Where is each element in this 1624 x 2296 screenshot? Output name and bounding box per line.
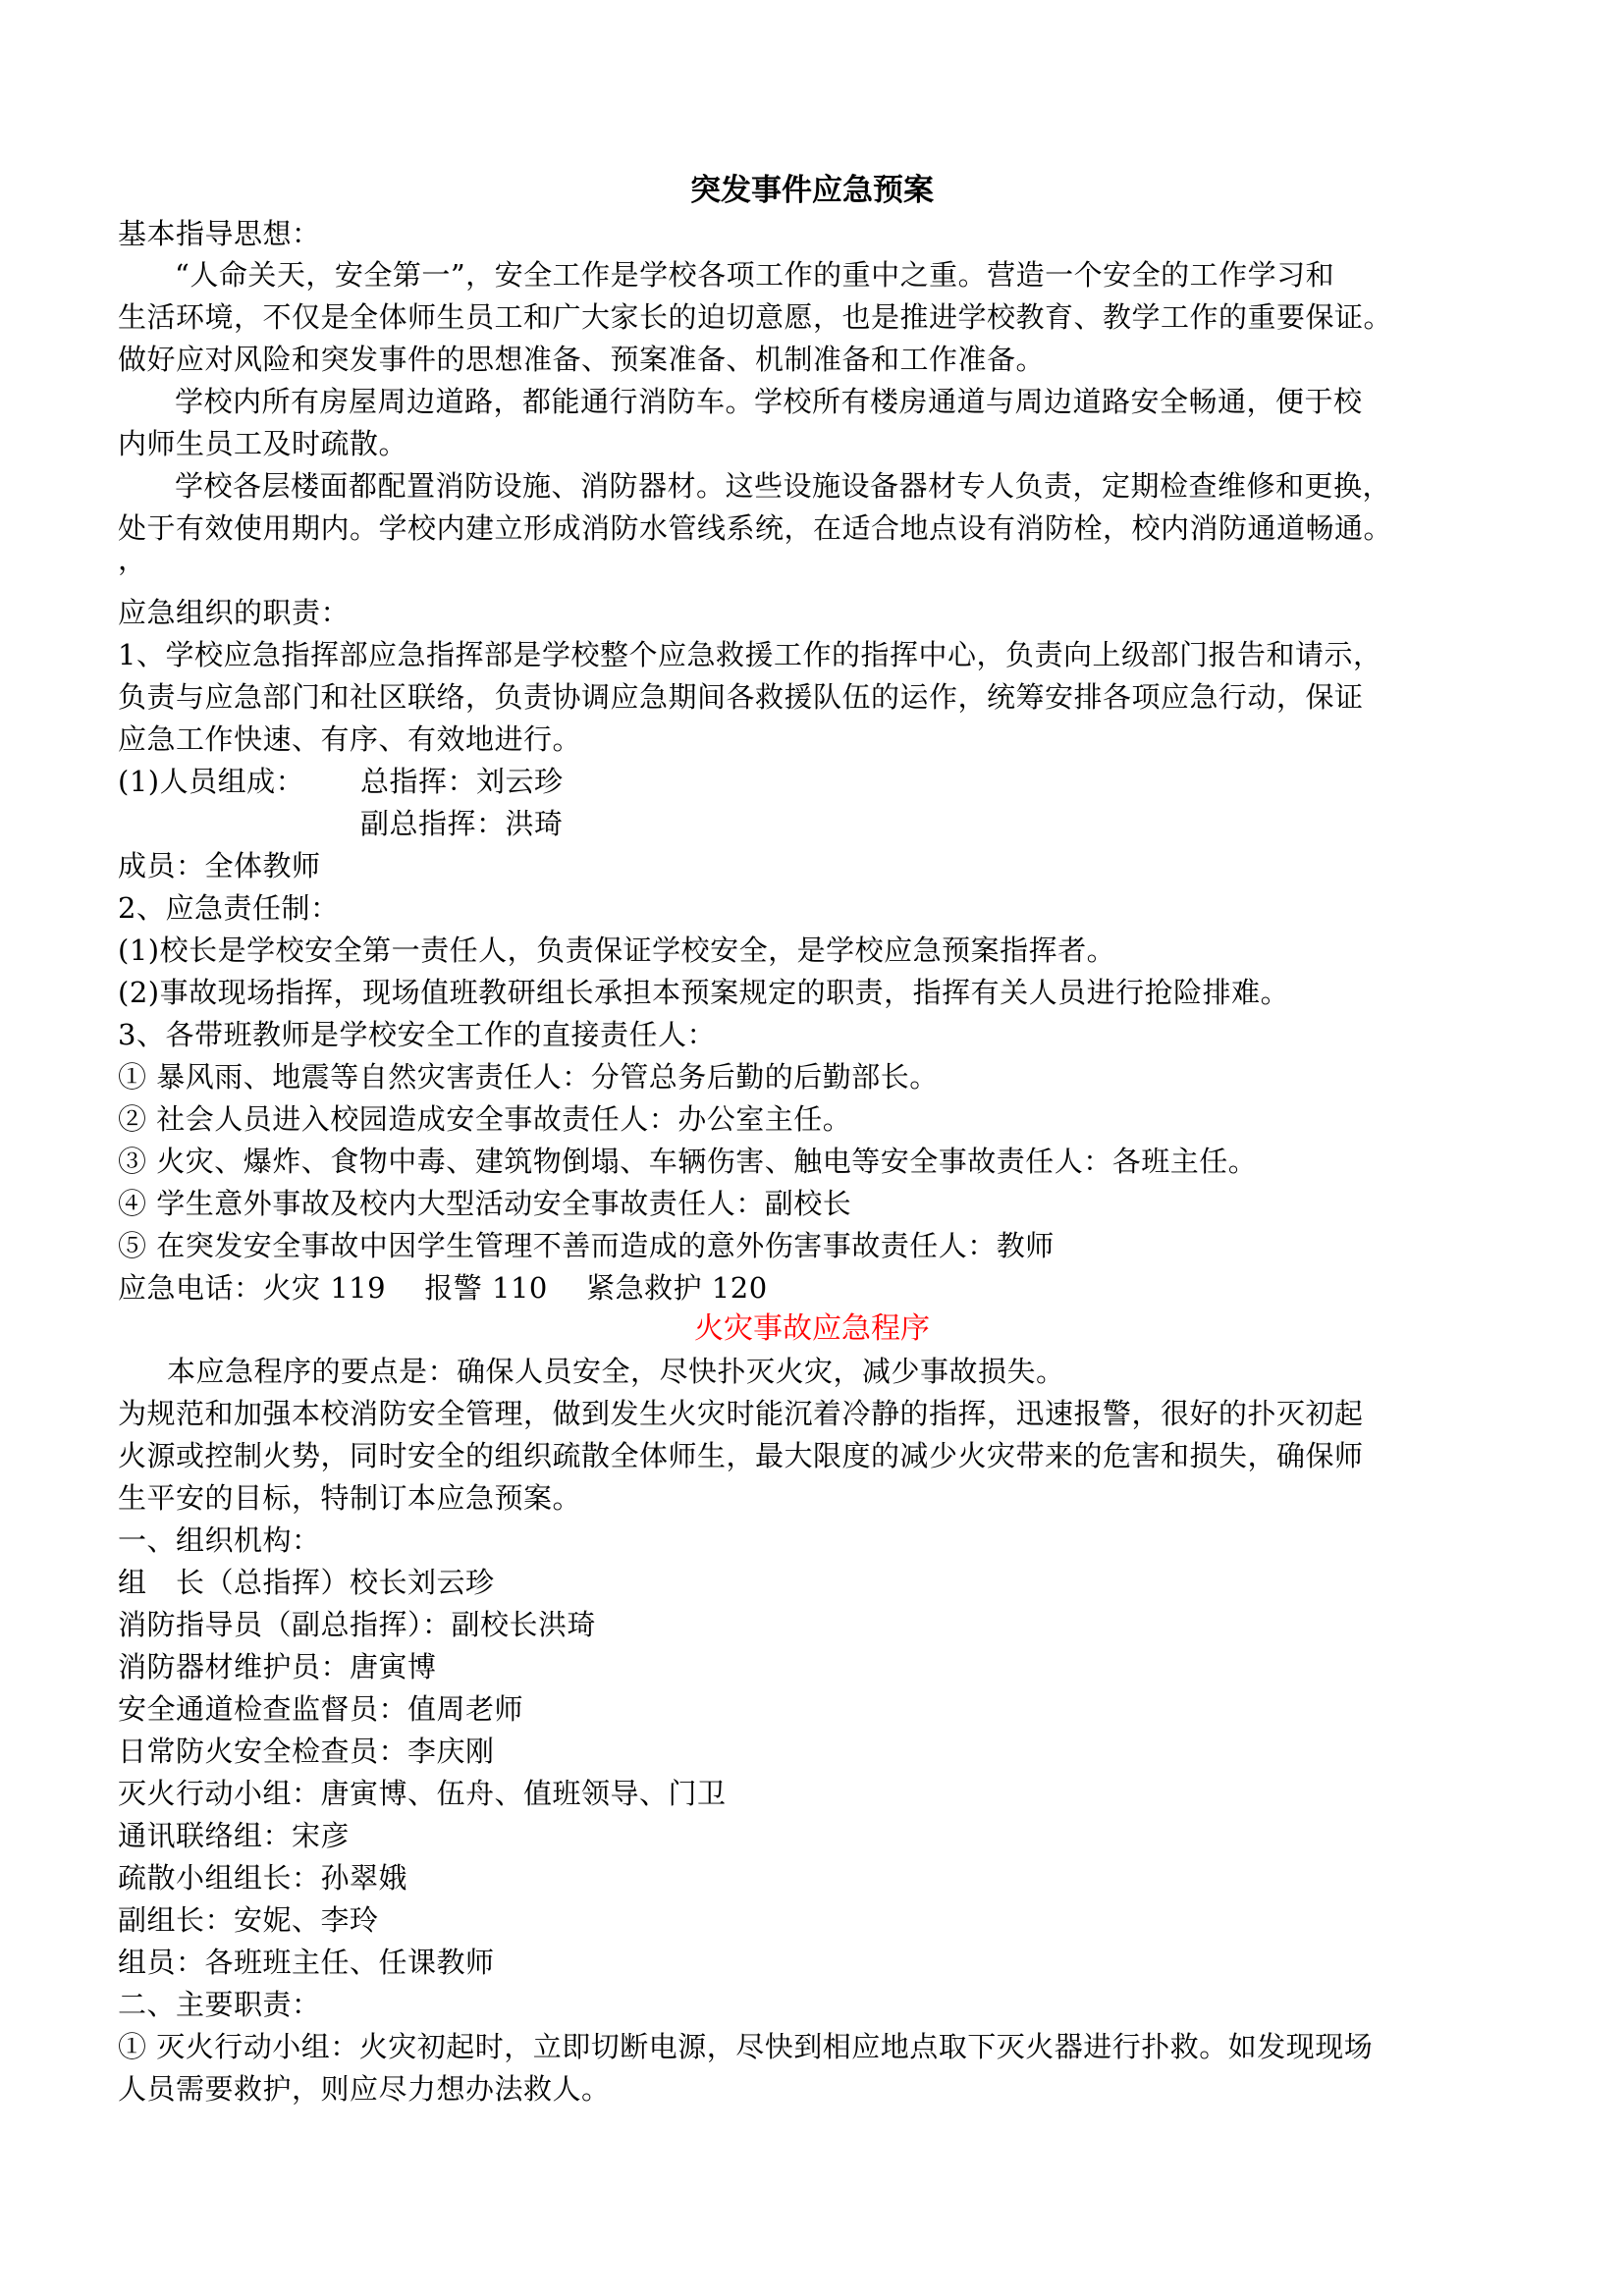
- text-line: 处于有效使用期内。学校内建立形成消防水管线系统，在适合地点设有消防栓，校内消防通道畅通。: [118, 511, 1393, 545]
- text-line: ，: [118, 543, 147, 576]
- text-line: (2)事故现场指挥，现场值班教研组长承担本预案规定的职责，指挥有关人员进行抢险排难。: [118, 976, 1290, 1009]
- text-line: 生活环境，不仅是全体师生员工和广大家长的迫切意愿，也是推进学校教育、教学工作的重要保证。: [118, 300, 1393, 334]
- text-line: 本应急程序的要点是：确保人员安全，尽快扑灭火灾，减少事故损失。: [167, 1355, 1065, 1388]
- text-line: 应急组织的职责：: [118, 596, 351, 629]
- text-line: 成员：全体教师: [118, 849, 321, 882]
- text-line: 应急工作快速、有序、有效地进行。: [118, 722, 582, 756]
- text-line: ① 暴风雨、地震等自然灾害责任人：分管总务后勤的后勤部长。: [118, 1060, 939, 1094]
- text-line: 人员需要救护，则应尽力想办法救人。: [118, 2072, 611, 2106]
- text-line: 基本指导思想：: [118, 217, 321, 250]
- text-line: 做好应对风险和突发事件的思想准备、预案准备、机制准备和工作准备。: [118, 343, 1046, 376]
- text-line: (1)人员组成：: [118, 765, 305, 798]
- commander-line: 总指挥：刘云珍: [360, 765, 564, 798]
- text-line: ③ 火灾、爆炸、食物中毒、建筑物倒塌、车辆伤害、触电等安全事故责任人：各班主任。: [118, 1145, 1258, 1178]
- text-line: 生平安的目标，特制订本应急预案。: [118, 1481, 582, 1515]
- text-line: 2、应急责任制：: [118, 891, 340, 925]
- text-line: ④ 学生意外事故及校内大型活动安全事故责任人：副校长: [118, 1187, 852, 1220]
- text-line: 学校内所有房屋周边道路，都能通行消防车。学校所有楼房通道与周边道路安全畅通，便于校: [175, 385, 1363, 418]
- text-line: 一、组织机构：: [118, 1523, 321, 1557]
- text-line: 内师生员工及时疏散。: [118, 427, 408, 460]
- deputy-commander-line: 副总指挥：洪琦: [360, 807, 564, 840]
- fire-procedure-heading: 火灾事故应急程序: [694, 1311, 930, 1346]
- text-line: 灭火行动小组：唐寅博、伍舟、值班领导、门卫: [118, 1777, 727, 1810]
- text-line: 组员：各班班主任、任课教师: [118, 1946, 495, 1979]
- text-line: 疏散小组组长：孙翠娥: [118, 1861, 408, 1895]
- text-line: 组 长（总指挥）校长刘云珍: [118, 1566, 495, 1599]
- text-line: 消防器材维护员：唐寅博: [118, 1650, 437, 1683]
- text-line: (1)校长是学校安全第一责任人，负责保证学校安全，是学校应急预案指挥者。: [118, 934, 1116, 967]
- text-line: 1、学校应急指挥部应急指挥部是学校整个应急救援工作的指挥中心，负责向上级部门报告和请示，: [118, 638, 1382, 671]
- text-line: 负责与应急部门和社区联络，负责协调应急期间各救援队伍的运作，统筹安排各项应急行动，保证: [118, 680, 1364, 714]
- document-title: 突发事件应急预案: [690, 173, 934, 208]
- text-line: ① 灭火行动小组：火灾初起时，立即切断电源，尽快到相应地点取下灭火器进行扑救。如发现现场: [118, 2030, 1374, 2063]
- text-line: 二、主要职责：: [118, 1988, 321, 2021]
- text-line: 通讯联络组：宋彦: [118, 1819, 351, 1852]
- text-line: 火源或控制火势，同时安全的组织疏散全体师生，最大限度的减少火灾带来的危害和损失，确保师: [118, 1439, 1364, 1472]
- text-line: ② 社会人员进入校园造成安全事故责任人：办公室主任。: [118, 1102, 852, 1136]
- emergency-phone-line: 应急电话：火灾 119 报警 110 紧急救护 120: [118, 1271, 768, 1305]
- text-line: 3、各带班教师是学校安全工作的直接责任人：: [118, 1018, 716, 1051]
- text-line: 安全通道检查监督员：值周老师: [118, 1692, 524, 1726]
- text-line: 日常防火安全检查员：李庆刚: [118, 1735, 495, 1768]
- text-line: 为规范和加强本校消防安全管理，做到发生火灾时能沉着冷静的指挥，迅速报警，很好的扑灭初起: [118, 1397, 1364, 1430]
- text-line: “人命关天，安全第一”，安全工作是学校各项工作的重中之重。营造一个安全的工作学习和: [175, 258, 1335, 292]
- text-line: 副组长：安妮、李玲: [118, 1903, 379, 1937]
- text-line: ⑤ 在突发安全事故中因学生管理不善而造成的意外伤害事故责任人：教师: [118, 1229, 1055, 1262]
- text-line: 学校各层楼面都配置消防设施、消防器材。这些设施设备器材专人负责，定期检查维修和更换，: [175, 469, 1392, 503]
- text-line: 消防指导员（副总指挥）：副校长洪琦: [118, 1608, 597, 1641]
